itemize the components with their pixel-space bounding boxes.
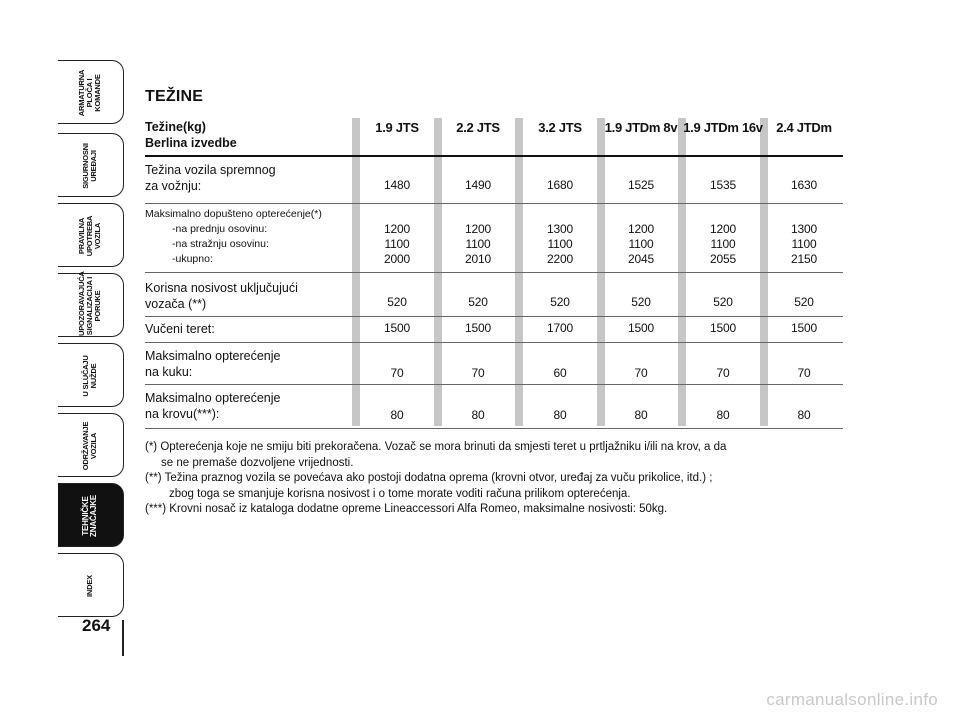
- sidebar-tab-index[interactable]: [58, 553, 124, 617]
- cell-front-axle: 1300: [791, 222, 817, 236]
- chapter-sidebar: [58, 60, 128, 620]
- column-header: 2.2 JTS: [456, 120, 500, 135]
- cell-towed: 1500: [384, 321, 410, 335]
- row-label-max-load: Maksimalno dopušteno opterećenje(*): [145, 208, 322, 220]
- cell-roof: 80: [471, 408, 485, 422]
- cell-payload: 520: [794, 295, 814, 309]
- sidebar-tab-label: SIGURNOSNI UREĐAJI: [81, 143, 98, 189]
- cell-roof: 80: [634, 408, 648, 422]
- row-label-roof: Maksimalno opterećenje na krovu(***):: [145, 391, 281, 421]
- row-label-payload: Korisna nosivost uključujući vozača (**): [145, 281, 298, 311]
- cell-rear-axle: 1100: [384, 237, 410, 251]
- row-divider: [145, 316, 843, 317]
- cell-total: 2055: [710, 252, 736, 266]
- cell-hitch: 60: [553, 366, 567, 380]
- cell-towed: 1500: [465, 321, 491, 335]
- row-label-total: -ukupno:: [172, 253, 213, 265]
- table-header-label: [145, 119, 237, 151]
- header-version: Berlina izvedbe: [145, 136, 237, 150]
- row-label-rear-axle: -na stražnju osovinu:: [172, 238, 269, 250]
- cell-payload: 520: [631, 295, 651, 309]
- cell-front-axle: 1200: [465, 222, 491, 236]
- column-header: 2.4 JTDm: [776, 120, 832, 135]
- cell-total: 2010: [465, 252, 491, 266]
- sidebar-tab-correct-use[interactable]: [58, 203, 124, 267]
- cell-rear-axle: 1100: [791, 237, 817, 251]
- cell-roof: 80: [716, 408, 730, 422]
- row-divider: [145, 272, 843, 273]
- cell-payload: 520: [387, 295, 407, 309]
- row-label-towed: Vučeni teret:: [145, 322, 215, 336]
- watermark: carmanualsonline.info: [766, 690, 938, 709]
- cell-roof: 80: [390, 408, 404, 422]
- sidebar-tab-label: TEHNIČKE ZNAČAJKE: [81, 495, 98, 537]
- sidebar-tab-dashboard[interactable]: [58, 60, 124, 124]
- cell-total: 2200: [547, 252, 573, 266]
- row-divider: [145, 203, 843, 204]
- row-label-curb-weight: Težina vozila spremnog za vožnju:: [145, 163, 276, 193]
- sidebar-tab-label: ARMATURNA PLOČA I KOMANDE: [77, 69, 102, 117]
- footnote-3: (***) Krovni nosač iz kataloga dodatne opreme Lineaccessori Alfa Romeo, maksimalne nosivosti: 50kg.: [145, 503, 668, 515]
- page-number: 264: [82, 616, 111, 635]
- cell-front-axle: 1200: [710, 222, 736, 236]
- cell-payload: 520: [468, 295, 488, 309]
- page-title: TEŽINE: [145, 88, 204, 105]
- column-header: 1.9 JTS: [375, 120, 419, 135]
- cell-payload: 520: [713, 295, 733, 309]
- cell-towed: 1700: [547, 321, 573, 335]
- sidebar-tab-label: INDEX: [85, 575, 94, 597]
- cell-total: 2000: [384, 252, 410, 266]
- cell-rear-axle: 1100: [547, 237, 573, 251]
- sidebar-tab-warnings[interactable]: [58, 273, 124, 337]
- cell-curb-weight: 1490: [465, 178, 491, 192]
- sidebar-tab-maintenance[interactable]: [58, 413, 124, 477]
- cell-curb-weight: 1630: [791, 178, 817, 192]
- header-rule: [145, 155, 843, 157]
- footnote-1: (*) Opterećenja koje ne smiju biti prekoračena. Vozač se mora brinuti da smjesti teret u prtljažniku i/ili na krov, a da se ne premaše dozvoljene vrijednosti.: [145, 441, 727, 469]
- cell-hitch: 70: [797, 366, 811, 380]
- sidebar-tab-label: ODRŽAVANJE VOZILA: [81, 421, 98, 471]
- cell-front-axle: 1200: [628, 222, 654, 236]
- row-divider: [145, 428, 843, 429]
- cell-curb-weight: 1535: [710, 178, 736, 192]
- cell-rear-axle: 1100: [710, 237, 736, 251]
- sidebar-tab-safety[interactable]: [58, 133, 124, 197]
- cell-hitch: 70: [390, 366, 404, 380]
- column-header: 3.2 JTS: [538, 120, 582, 135]
- sidebar-divider: [122, 620, 124, 656]
- cell-roof: 80: [797, 408, 811, 422]
- row-divider: [145, 342, 843, 343]
- cell-towed: 1500: [710, 321, 736, 335]
- sidebar-tab-emergency[interactable]: [58, 343, 124, 407]
- footnotes: [145, 440, 845, 518]
- cell-payload: 520: [550, 295, 570, 309]
- cell-towed: 1500: [628, 321, 654, 335]
- sidebar-tab-technical-specs[interactable]: [58, 483, 124, 547]
- cell-rear-axle: 1100: [465, 237, 491, 251]
- cell-roof: 80: [553, 408, 567, 422]
- row-label-hitch: Maksimalno opterećenje na kuku:: [145, 349, 281, 379]
- cell-hitch: 70: [634, 366, 648, 380]
- cell-curb-weight: 1680: [547, 178, 573, 192]
- cell-hitch: 70: [471, 366, 485, 380]
- cell-hitch: 70: [716, 366, 730, 380]
- sidebar-tab-label: UPOZORAVAJUĆA SIGNALIZACIJA I PORUKE: [77, 271, 102, 336]
- cell-towed: 1500: [791, 321, 817, 335]
- cell-total: 2150: [791, 252, 817, 266]
- cell-front-axle: 1200: [384, 222, 410, 236]
- row-label-front-axle: -na prednju osovinu:: [172, 223, 268, 235]
- cell-front-axle: 1300: [547, 222, 573, 236]
- cell-rear-axle: 1100: [628, 237, 654, 251]
- header-weights: Težine(kg): [145, 120, 206, 134]
- cell-curb-weight: 1525: [628, 178, 654, 192]
- sidebar-tab-label: PRAVILNA UPOTREBA VOZILA: [77, 215, 102, 257]
- cell-curb-weight: 1480: [384, 178, 410, 192]
- sidebar-tab-label: U SLUČAJU NUŽDE: [81, 355, 98, 397]
- row-divider: [145, 384, 843, 385]
- cell-total: 2045: [628, 252, 654, 266]
- column-header: 1.9 JTDm 8v: [604, 120, 678, 135]
- column-header: 1.9 JTDm 16v: [683, 120, 763, 135]
- footnote-2: (**) Težina praznog vozila se povećava ako postoji dodatna oprema (krovni otvor, uređaj za vuču prikolice, itd.) ; zbog toga se smanjuje korisna nosivost i o tome morate voditi računa prilikom opterećenja.: [145, 472, 713, 500]
